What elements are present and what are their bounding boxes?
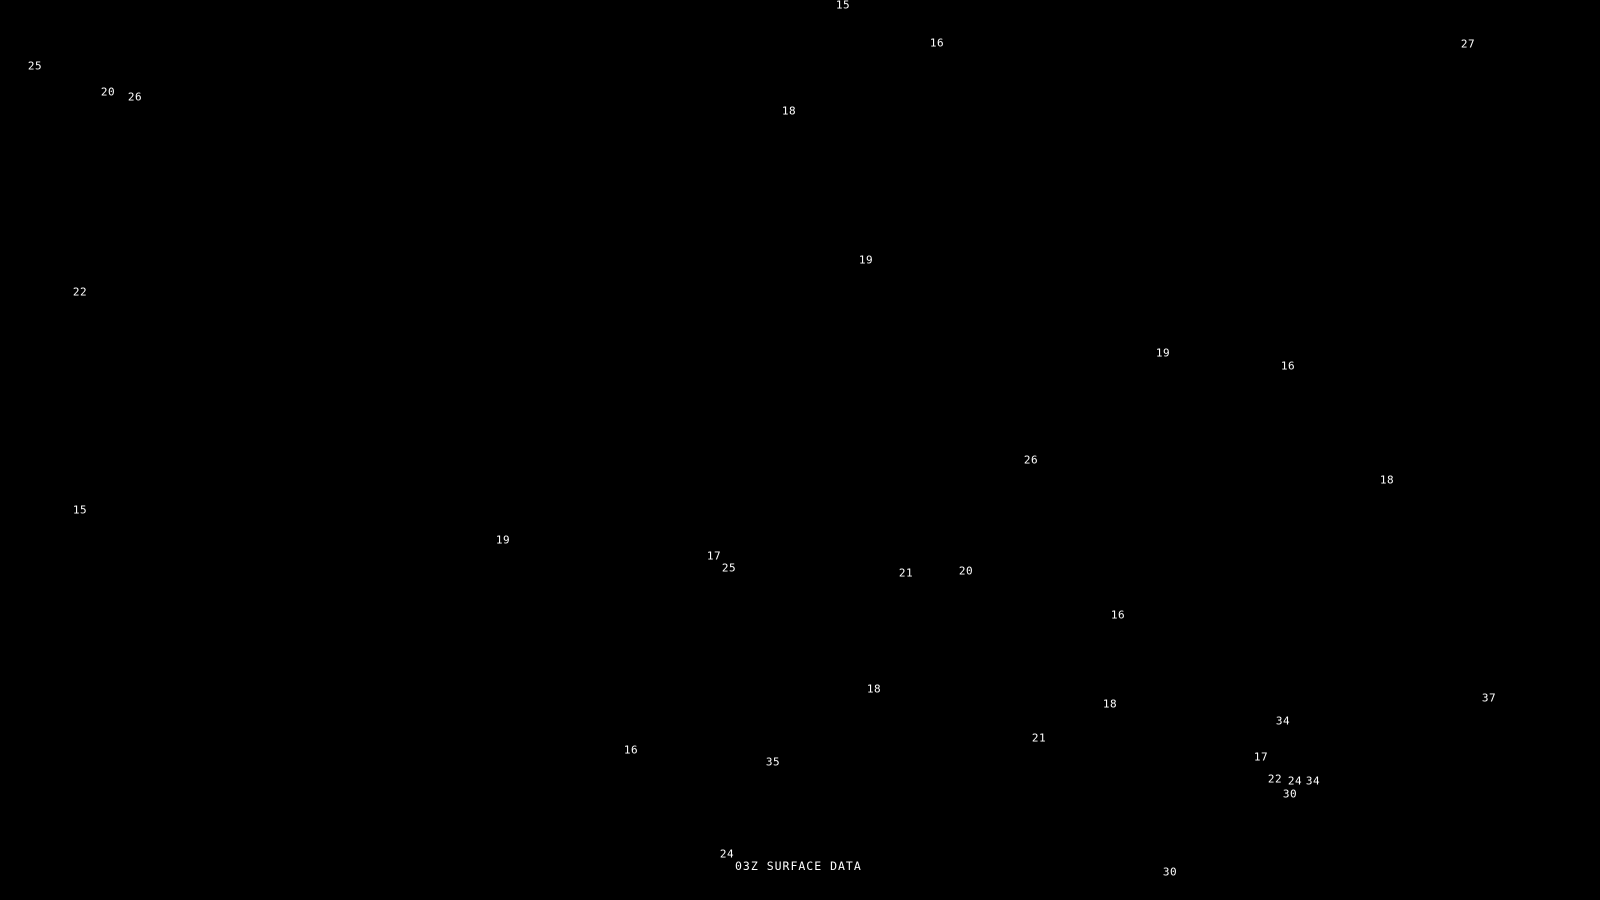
observation-value: 16 [623,743,639,757]
observation-value: 18 [781,104,797,118]
observation-value: 16 [1280,359,1296,373]
observation-value: 16 [929,36,945,50]
observation-value: 30 [1282,787,1298,801]
observation-value: 19 [858,253,874,267]
observation-value: 15 [835,0,851,12]
observation-value: 27 [1460,37,1476,51]
observation-value: 18 [866,682,882,696]
observation-value: 20 [100,85,116,99]
observation-value: 37 [1481,691,1497,705]
observation-value: 30 [1162,865,1178,879]
observation-value: 21 [1031,731,1047,745]
observation-value: 21 [898,566,914,580]
observation-value: 18 [1102,697,1118,711]
observation-value: 15 [72,503,88,517]
observation-value: 17 [1253,750,1269,764]
observation-value: 34 [1275,714,1291,728]
observation-value: 25 [721,561,737,575]
observation-value: 20 [958,564,974,578]
observation-value: 19 [1155,346,1171,360]
observation-value: 16 [1110,608,1126,622]
observation-value: 26 [127,90,143,104]
observation-value: 22 [1267,772,1283,786]
observation-value: 24 [719,847,735,861]
observation-value: 25 [27,59,43,73]
plot-caption: 03Z SURFACE DATA [735,859,862,873]
observation-value: 18 [1379,473,1395,487]
observation-value: 35 [765,755,781,769]
observation-value: 26 [1023,453,1039,467]
observation-value: 17 [706,549,722,563]
observation-value: 24 [1287,774,1303,788]
observation-value: 22 [72,285,88,299]
observation-value: 19 [495,533,511,547]
observation-value: 34 [1305,774,1321,788]
